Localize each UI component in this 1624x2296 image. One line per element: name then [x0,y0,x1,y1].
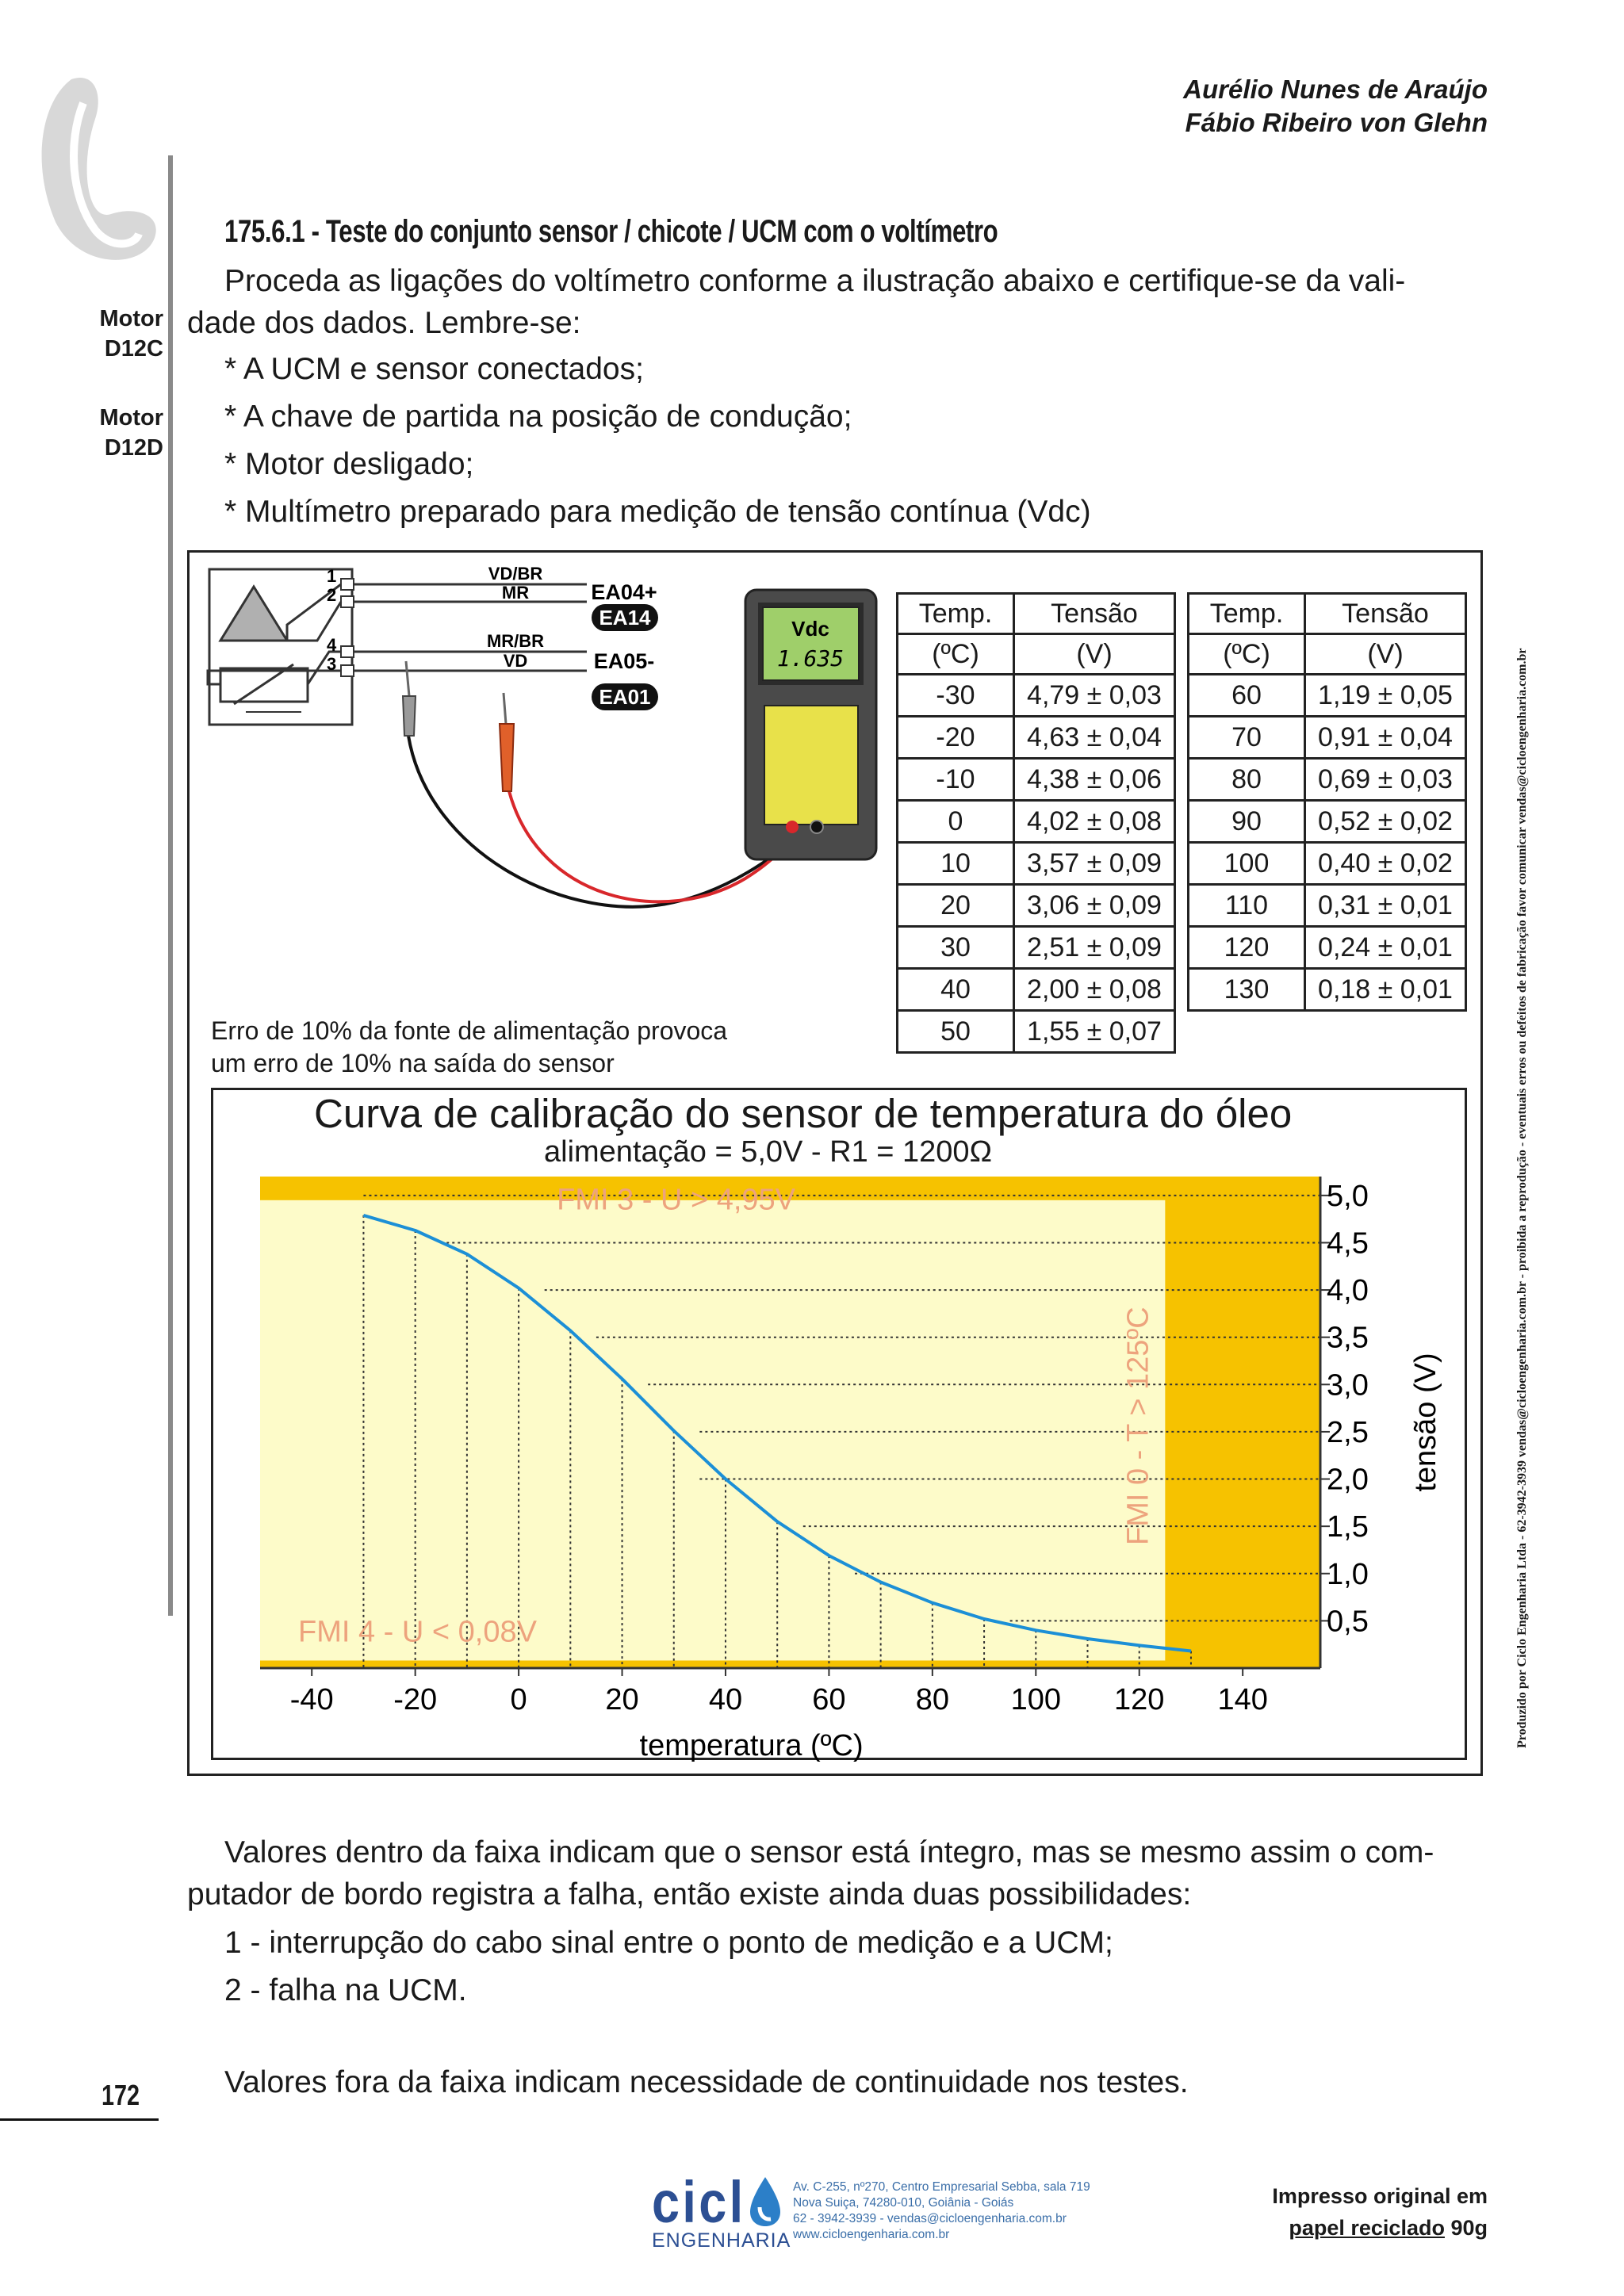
y-axis-label: tensão (V) [1409,1353,1442,1492]
col-temp-header: Temp. [1189,594,1305,634]
page-number: 172 [102,2079,140,2111]
paper-weight: 90g [1444,2216,1488,2240]
pin-label: 3 [327,654,337,674]
x-tick-label: -40 [289,1683,334,1716]
x-tick-label: 100 [1010,1683,1061,1716]
volt-cell: 4,02 ± 0,08 [1014,801,1175,843]
page-number-rule [0,2118,159,2121]
y-tick-labels [1320,1180,1369,1639]
wire-label: MR/BR [486,631,545,651]
x-tick-label: 60 [812,1683,846,1716]
print-notice-line-1: Impresso original em [1272,2184,1488,2208]
y-tick-label: 2,5 [1327,1415,1369,1449]
address-line: Nova Suiça, 74280-010, Goiânia - Goiás [793,2196,1014,2210]
print-notice-line-2 [1272,2212,1488,2244]
temp-cell: 40 [898,969,1014,1011]
y-tick-label: 3,0 [1327,1368,1369,1402]
temp-cell: -30 [898,675,1014,717]
volt-cell: 0,91 ± 0,04 [1305,717,1466,759]
volt-cell: 1,55 ± 0,07 [1014,1011,1175,1053]
col-temp-header: Temp. [898,594,1014,634]
col-volt-header: Tensão [1014,594,1175,634]
bullet-2: * A chave de partida na posição de condução; [224,400,852,434]
logo-drop-icon [747,2175,783,2228]
x-tick-label: 80 [915,1683,949,1716]
meter-reading: 1.635 [776,645,845,672]
temp-cell: 30 [898,927,1014,969]
logo-wordmark: cicl [652,2169,746,2235]
y-tick-label: 4,0 [1327,1274,1369,1308]
col-volt-header: Tensão [1305,594,1466,634]
col-volt-unit: (V) [1305,634,1466,675]
x-tick-label: -20 [393,1683,438,1716]
x-tick-label: 20 [605,1683,639,1716]
temp-cell: 130 [1189,969,1305,1011]
bullet-3: * Motor desligado; [224,447,474,481]
x-tick-labels [290,1668,1268,1716]
valid-range-area [260,1200,1165,1661]
chart-title: Curva de calibração do sensor de temperatura do óleo [314,1091,1293,1136]
temp-cell: 110 [1189,885,1305,927]
website-line: www.cicloengenharia.com.br [793,2228,950,2241]
temp-cell: 120 [1189,927,1305,969]
temp-cell: 0 [898,801,1014,843]
volt-cell: 3,57 ± 0,09 [1014,843,1175,885]
pin-label: 2 [327,585,337,605]
chart-subtitle: alimentação = 5,0V - R1 = 1200Ω [544,1135,992,1169]
volt-cell: 0,69 ± 0,03 [1305,759,1466,801]
badge-ea01-text: EA01 [599,685,651,709]
side-label-model: D12D [104,435,163,461]
address-line: Av. C-255, nº270, Centro Empresarial Sebba, sala 719 [793,2180,1090,2194]
volt-cell: 3,06 ± 0,09 [1014,885,1175,927]
volt-cell: 0,52 ± 0,02 [1305,801,1466,843]
annotation-fmi4: FMI 4 - U < 0,08V [298,1615,537,1649]
y-tick-label: 1,5 [1327,1510,1369,1544]
volt-cell: 4,63 ± 0,04 [1014,717,1175,759]
temp-cell: 90 [1189,801,1305,843]
meter-unit: Vdc [791,617,829,641]
author-2: Fábio Ribeiro von Glehn [1185,108,1488,137]
col-volt-unit: (V) [1014,634,1175,675]
side-label-line: Motor [99,306,163,331]
temp-cell: 10 [898,843,1014,885]
y-tick-label: 1,0 [1327,1557,1369,1591]
side-label-model: D12C [104,336,163,362]
after-p1-line-2: putador de bordo registra a falha, então existe ainda duas possibilidades: [187,1877,1192,1911]
after-p1-line-1: Valores dentro da faixa indicam que o sensor está íntegro, mas se mesmo assim o com- [224,1835,1434,1869]
volt-cell: 4,79 ± 0,03 [1014,675,1175,717]
volt-cell: 2,51 ± 0,09 [1014,927,1175,969]
x-axis-label: temperatura (ºC) [639,1729,864,1762]
annotation-fmi0: FMI 0 - T > 125ºC [1121,1307,1155,1545]
y-tick-label: 3,5 [1327,1321,1369,1355]
caption-line-2: um erro de 10% na saída do sensor [211,1049,615,1077]
logo-subtitle: ENGENHARIA [652,2229,791,2252]
temp-cell: -20 [898,717,1014,759]
volt-cell: 0,24 ± 0,01 [1305,927,1466,969]
temp-cell: 60 [1189,675,1305,717]
author-1: Aurélio Nunes de Araújo [1183,75,1488,104]
pin-label: 4 [327,635,337,655]
recycled-paper-text: papel reciclado [1289,2216,1445,2240]
after-item-1: 1 - interrupção do cabo sinal entre o ponto de medição e a UCM; [224,1926,1113,1960]
caption-line-1: Erro de 10% da fonte de alimentação provoca [211,1016,728,1045]
bullet-1: * A UCM e sensor conectados; [224,352,644,386]
section-title: 175.6.1 - Teste do conjunto sensor / chicote / UCM com o voltímetro [224,214,998,249]
x-tick-label: 120 [1114,1683,1165,1716]
pin-label: 1 [327,566,337,586]
y-tick-label: 0,5 [1327,1605,1369,1639]
temp-cell: -10 [898,759,1014,801]
vertical-copyright: Produzido por Ciclo Engenharia Ltda - 62-3942-3939 vendas@cicloengenharia.com.br - proibida a reprodução - eventuais erros ou defeitos de fabricação favor comunicar vendas@cicloengenharia.com.br [1515,648,1529,1748]
intro-line-1: Proceda as ligações do voltímetro conforme a ilustração abaixo e certifique-se da vali- [224,264,1406,298]
wire-label: VD [503,651,528,671]
after-item-2: 2 - falha na UCM. [224,1973,467,2007]
x-tick-label: 0 [510,1683,527,1716]
x-tick-label: 140 [1217,1683,1268,1716]
print-notice [1272,2180,1488,2244]
footer-address [793,2179,1090,2243]
address-line: 62 - 3942-3939 - vendas@cicloengenharia.com.br [793,2212,1067,2225]
col-temp-unit: (ºC) [898,634,1014,675]
col-temp-unit: (ºC) [1189,634,1305,675]
temp-cell: 100 [1189,843,1305,885]
temp-cell: 80 [1189,759,1305,801]
side-label-line: Motor [99,405,163,430]
y-tick-label: 2,0 [1327,1463,1369,1497]
badge-ea14-text: EA14 [599,606,651,629]
terminal-ea05: EA05- [593,649,655,673]
y-tick-label: 4,5 [1327,1226,1369,1261]
volt-cell: 1,19 ± 0,05 [1305,675,1466,717]
y-tick-label: 5,0 [1327,1179,1369,1213]
volt-cell: 2,00 ± 0,08 [1014,969,1175,1011]
temp-cell: 50 [898,1011,1014,1053]
volt-cell: 0,31 ± 0,01 [1305,885,1466,927]
volt-cell: 0,40 ± 0,02 [1305,843,1466,885]
wire-label: VD/BR [488,564,543,584]
terminal-ea04: EA04+ [591,580,657,604]
volt-cell: 0,18 ± 0,01 [1305,969,1466,1011]
bullet-4: * Multímetro preparado para medição de tensão contínua (Vdc) [224,495,1091,529]
intro-line-2: dade dos dados. Lembre-se: [187,306,581,340]
temp-cell: 70 [1189,717,1305,759]
x-tick-label: 40 [708,1683,743,1716]
annotation-fmi3: FMI 3 - U > 4,95V [557,1183,796,1217]
wire-label: MR [501,583,530,603]
after-p2: Valores fora da faixa indicam necessidade de continuidade nos testes. [224,2065,1189,2099]
temp-cell: 20 [898,885,1014,927]
ciclo-logo [652,2169,791,2252]
volt-cell: 4,38 ± 0,06 [1014,759,1175,801]
